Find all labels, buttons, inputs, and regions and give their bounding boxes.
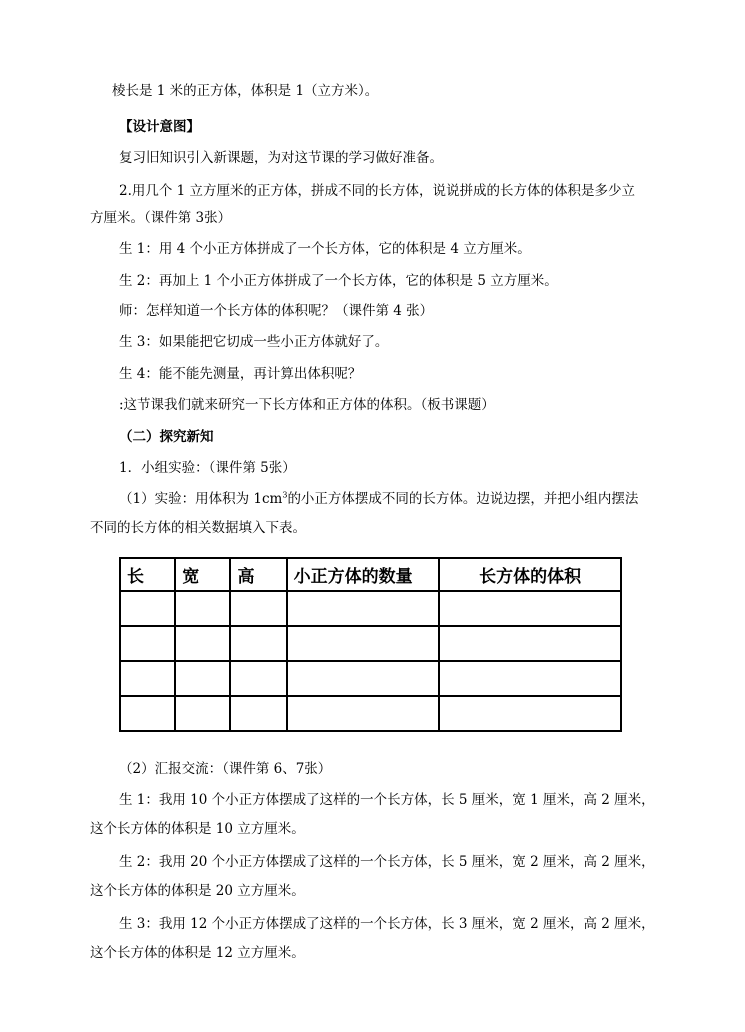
text-line-4: 2.用几个 1 立方厘米的正方体，拼成不同的长方体，说说拼成的长方体的体积是多少立 — [119, 183, 636, 199]
data-table — [119, 557, 622, 732]
text-line-13: 1．小组实验：（课件第 5张） — [119, 460, 296, 476]
table-cell[interactable] — [287, 591, 440, 626]
text-line-6: 生 1：用 4 个小正方体拼成了一个长方体，它的体积是 4 立方厘米。 — [119, 241, 531, 257]
table-cell[interactable] — [175, 626, 230, 661]
text-line-9: 生 3：如果能把它切成一些小正方体就好了。 — [119, 334, 389, 350]
table-cell[interactable] — [439, 626, 621, 661]
text-line-14-part-b: 的小正方体摆成不同的长方体。边说边摆，并把小组内摆法 — [287, 491, 639, 507]
superscript-three: 3 — [282, 490, 288, 500]
table-cell[interactable] — [439, 591, 621, 626]
section-heading-design-intent: 【设计意图】 — [119, 119, 200, 135]
table-cell[interactable] — [230, 591, 286, 626]
text-line-18: 这个长方体的体积是 10 立方厘米。 — [90, 821, 305, 837]
text-line-22: 这个长方体的体积是 12 立方厘米。 — [90, 945, 305, 961]
table-row — [120, 626, 621, 661]
header-volume: 长方体的体积 — [439, 558, 621, 591]
table-cell[interactable] — [439, 696, 621, 731]
table-cell[interactable] — [120, 591, 175, 626]
header-cube-count: 小正方体的数量 — [287, 558, 440, 591]
table-cell[interactable] — [439, 661, 621, 696]
table-row — [120, 591, 621, 626]
text-line-5: 方厘米。（课件第 3张） — [90, 210, 232, 226]
table-cell[interactable] — [287, 626, 440, 661]
table-cell[interactable] — [120, 661, 175, 696]
table-cell[interactable] — [175, 591, 230, 626]
text-line-19: 生 2：我用 20 个小正方体摆成了这样的一个长方体，长 5 厘米，宽 2 厘米，高 2 厘米， — [119, 854, 655, 870]
table-cell[interactable] — [175, 661, 230, 696]
text-line-10: 生 4：能不能先测量，再计算出体积呢？ — [119, 366, 362, 382]
table-row — [120, 661, 621, 696]
table-row — [120, 696, 621, 731]
text-line-14-part-a: （1）实验：用体积为 1cm — [119, 491, 283, 507]
text-line-21: 生 3：我用 12 个小正方体摆成了这样的一个长方体，长 3 厘米，宽 2 厘米，高 2 厘米， — [119, 916, 655, 932]
text-line-8: 师：怎样知道一个长方体的体积呢？（课件第 4 张） — [119, 303, 434, 319]
table-header-row — [120, 558, 621, 591]
header-width: 宽 — [175, 558, 230, 591]
text-line-7: 生 2：再加上 1 个小正方体拼成了一个长方体，它的体积是 5 立方厘米。 — [119, 273, 558, 289]
table-cell[interactable] — [120, 626, 175, 661]
table-cell[interactable] — [287, 696, 440, 731]
text-line-3: 复习旧知识引入新课题，为对这节课的学习做好准备。 — [119, 150, 443, 166]
table-cell[interactable] — [120, 696, 175, 731]
table-cell[interactable] — [287, 661, 440, 696]
text-line-1: 棱长是 1 米的正方体，体积是 1（立方米）。 — [112, 83, 379, 99]
text-line-16: （2）汇报交流：（课件第 6、7张） — [119, 761, 332, 777]
text-line-11: :这节课我们就来研究一下长方体和正方体的体积。（板书课题） — [119, 397, 495, 413]
table-cell[interactable] — [230, 696, 286, 731]
table-cell[interactable] — [230, 626, 286, 661]
text-line-20: 这个长方体的体积是 20 立方厘米。 — [90, 883, 305, 899]
text-line-15: 不同的长方体的相关数据填入下表。 — [90, 520, 306, 536]
section-heading-explore: （二）探究新知 — [119, 429, 214, 445]
header-height: 高 — [230, 558, 286, 591]
text-line-17: 生 1：我用 10 个小正方体摆成了这样的一个长方体，长 5 厘米，宽 1 厘米，高 2 厘米， — [119, 792, 655, 808]
header-length: 长 — [120, 558, 175, 591]
text-line-14 — [119, 489, 638, 509]
table-cell[interactable] — [230, 661, 286, 696]
table-cell[interactable] — [175, 696, 230, 731]
